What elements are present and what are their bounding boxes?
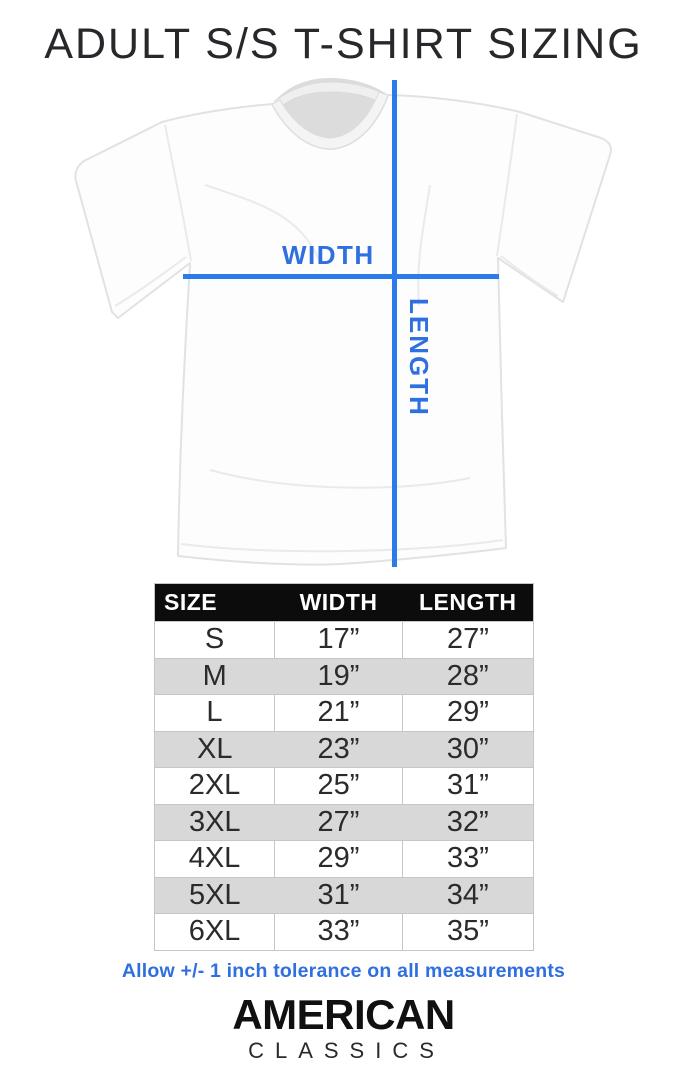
page-title: ADULT S/S T-SHIRT SIZING <box>44 20 643 68</box>
brand-name-primary: AMERICAN <box>232 991 455 1038</box>
size-chart-table <box>154 583 534 951</box>
size-cell: 6XL <box>155 914 275 951</box>
width-cell: 21” <box>275 695 403 732</box>
length-cell: 30” <box>403 731 534 768</box>
width-cell: 19” <box>275 658 403 695</box>
length-cell: 29” <box>403 695 534 732</box>
length-cell: 28” <box>403 658 534 695</box>
tolerance-note: Allow +/- 1 inch tolerance on all measurements <box>121 960 566 982</box>
width-cell: 33” <box>275 914 403 951</box>
table-row <box>155 731 534 768</box>
table-row <box>155 841 534 878</box>
size-cell: L <box>155 695 275 732</box>
width-measure-line <box>183 274 499 279</box>
length-label: LENGTH <box>404 298 434 417</box>
size-cell: 4XL <box>155 841 275 878</box>
table-row <box>155 914 534 951</box>
header-cell-size: SIZE <box>155 584 275 622</box>
brand-logo <box>0 991 687 1064</box>
table-row <box>155 804 534 841</box>
size-cell: 2XL <box>155 768 275 805</box>
length-cell: 32” <box>403 804 534 841</box>
size-cell: S <box>155 622 275 659</box>
width-cell: 27” <box>275 804 403 841</box>
size-cell: 3XL <box>155 804 275 841</box>
size-chart-header <box>155 584 534 622</box>
size-cell: XL <box>155 731 275 768</box>
table-row <box>155 622 534 659</box>
length-cell: 34” <box>403 877 534 914</box>
header-cell-length: LENGTH <box>403 584 534 622</box>
size-cell: M <box>155 658 275 695</box>
table-row <box>155 877 534 914</box>
size-cell: 5XL <box>155 877 275 914</box>
tshirt-body <box>75 95 611 565</box>
table-row <box>155 695 534 732</box>
size-table-body <box>155 622 534 951</box>
width-cell: 17” <box>275 622 403 659</box>
length-cell: 33” <box>403 841 534 878</box>
table-row <box>155 658 534 695</box>
width-cell: 31” <box>275 877 403 914</box>
width-cell: 25” <box>275 768 403 805</box>
width-cell: 23” <box>275 731 403 768</box>
length-cell: 31” <box>403 768 534 805</box>
width-cell: 29” <box>275 841 403 878</box>
table-row <box>155 768 534 805</box>
length-cell: 27” <box>403 622 534 659</box>
length-cell: 35” <box>403 914 534 951</box>
header-cell-width: WIDTH <box>275 584 403 622</box>
brand-name-secondary: CLASSICS <box>248 1038 445 1063</box>
width-label: WIDTH <box>282 240 375 270</box>
length-measure-line <box>392 80 397 567</box>
